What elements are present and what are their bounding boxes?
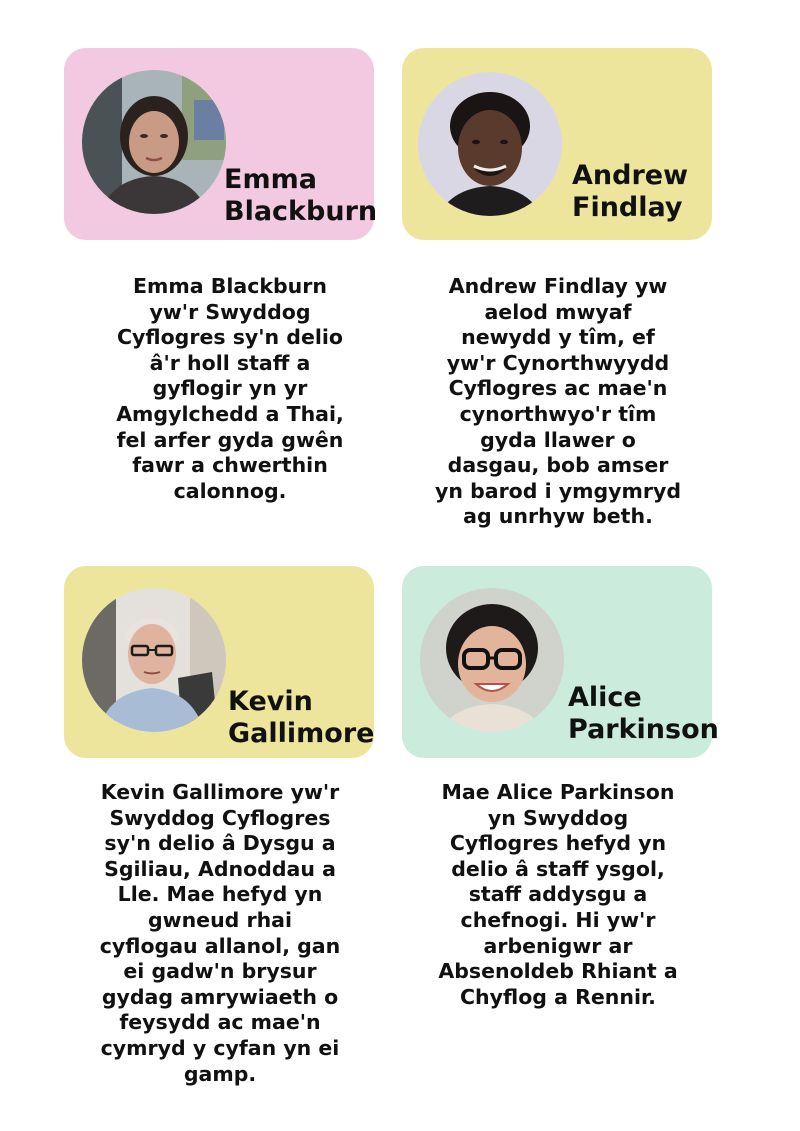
bio-line: yn Swyddog (487, 805, 629, 830)
bio-line: cymryd y cyfan yn ei (100, 1035, 340, 1060)
name-alice-first: Alice (568, 682, 642, 713)
bio-line: delio â staff ysgol, (451, 856, 665, 881)
avatar-andrew (418, 72, 562, 216)
bio-line: gamp. (183, 1061, 257, 1086)
name-kevin-first: Kevin (228, 686, 313, 717)
bio-line: Kevin Gallimore yw'r (100, 780, 340, 804)
bio-line: gyflogir yn yr (152, 376, 308, 401)
bio-line: sy'n delio â Dysgu a (104, 831, 336, 856)
profile-card-emma (64, 48, 378, 240)
bio-line: cyflogau allanol, gan (99, 933, 341, 958)
bio-line: staff addysgu a (468, 882, 648, 907)
bio-kevin (86, 780, 354, 1087)
profile-card-kevin (64, 566, 374, 758)
bio-line: yn barod i ymgymryd (434, 478, 682, 503)
name-kevin (228, 686, 374, 750)
bio-alice (424, 780, 692, 1010)
bio-line: Andrew Findlay yw (448, 274, 668, 298)
name-emma-last: Blackburn (224, 196, 378, 227)
bio-line: fawr a chwerthin (132, 453, 328, 478)
bio-line: Cyflogres ac mae'n (448, 376, 668, 401)
name-alice-last: Parkinson (568, 714, 719, 745)
name-andrew-first: Andrew (572, 160, 689, 191)
bio-line: yw'r Cynorthwyydd (446, 350, 670, 375)
bio-line: Amgylchedd a Thai, (116, 401, 344, 426)
bio-line: Chyflog a Rennir. (460, 984, 656, 1009)
bio-line: Absenoldeb Rhiant a (438, 959, 678, 984)
bio-line: calonnog. (173, 478, 287, 503)
bio-line: chefnogi. Hi yw'r (460, 907, 656, 932)
profile-card-alice (402, 566, 719, 758)
avatar-emma (82, 70, 226, 214)
name-alice (568, 682, 719, 746)
bio-emma (96, 274, 364, 504)
bio-line: newydd y tîm, ef (461, 325, 655, 350)
bio-line: feysydd ac mae'n (119, 1010, 321, 1035)
bio-line: â'r holl staff a (149, 350, 311, 375)
bio-line: Lle. Mae hefyd yn (117, 882, 323, 907)
bio-line: Cyflogres hefyd yn (449, 831, 667, 856)
name-kevin-last: Gallimore (228, 718, 375, 749)
bio-line: aelod mwyaf (484, 299, 632, 324)
bio-line: fel arfer gyda gwên (116, 427, 344, 452)
name-emma-first: Emma (224, 164, 317, 195)
bio-line: cynorthwyo'r tîm (459, 401, 657, 426)
bio-line: ei gadw'n brysur (123, 959, 317, 984)
bio-line: Emma Blackburn (133, 274, 327, 298)
bio-line: Cyflogres sy'n delio (116, 325, 343, 350)
avatar-alice (420, 588, 564, 732)
bio-line: yw'r Swyddog (149, 299, 311, 324)
bio-line: arbenigwr ar (483, 933, 633, 958)
bio-line: gydag amrywiaeth o (101, 984, 339, 1009)
bio-line: Mae Alice Parkinson (441, 780, 675, 804)
bio-line: Swyddog Cyflogres (109, 805, 331, 830)
bio-line: dasgau, bob amser (447, 453, 669, 478)
bio-andrew (424, 274, 692, 530)
profile-card-andrew (402, 48, 712, 240)
name-andrew (572, 160, 688, 224)
avatar-kevin (82, 588, 226, 732)
name-andrew-last: Findlay (572, 192, 683, 223)
bio-line: ag unrhyw beth. (463, 504, 653, 529)
bio-line: gyda llawer o (480, 427, 636, 452)
name-emma (224, 164, 377, 228)
bio-line: Sgiliau, Adnoddau a (104, 856, 336, 881)
bio-line: gwneud rhai (147, 907, 293, 932)
